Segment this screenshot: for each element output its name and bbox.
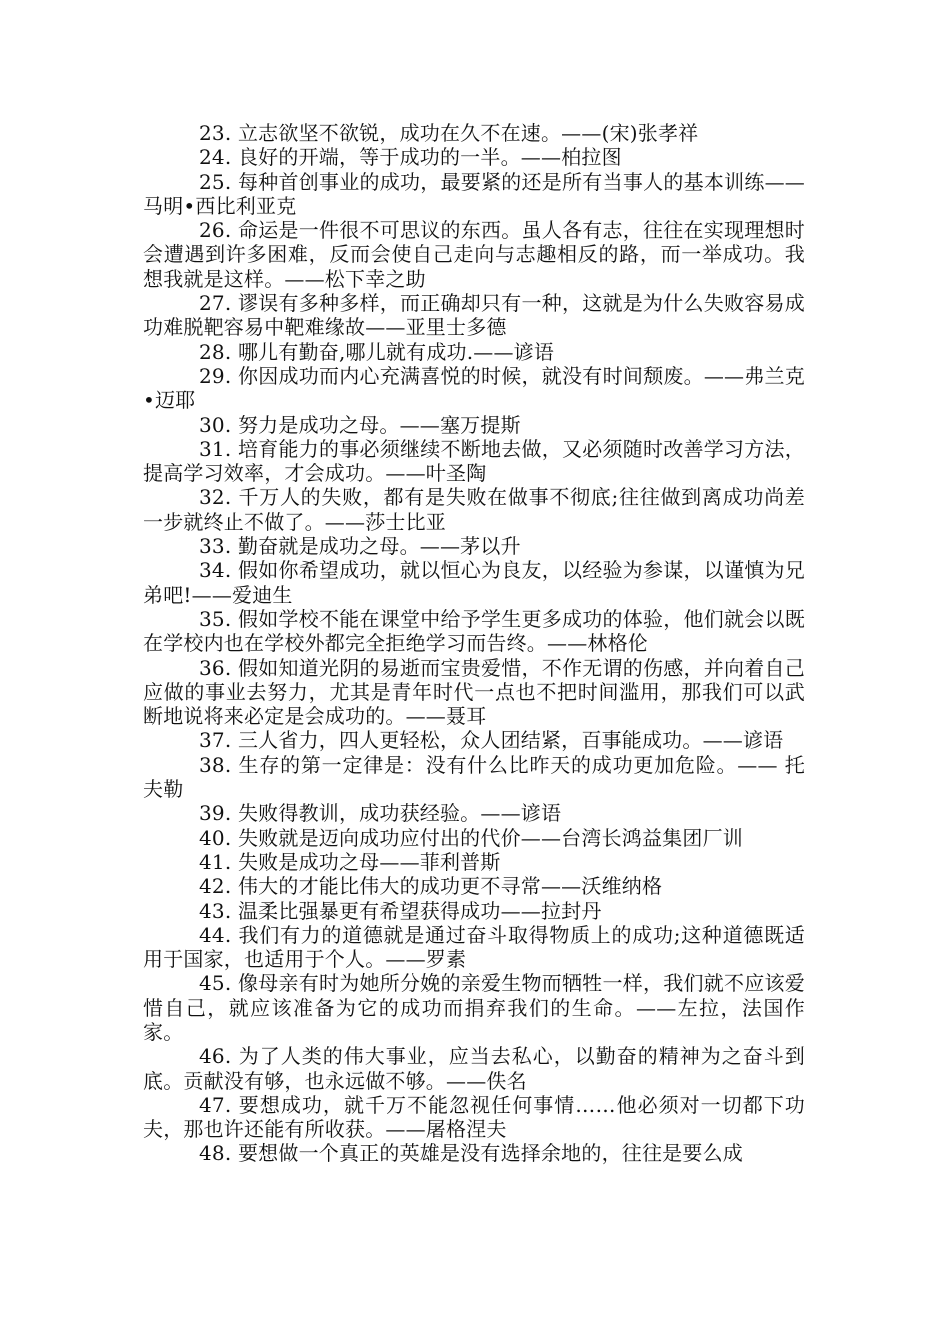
quote-paragraph-39: 39. 失败得教训，成功获经验。——谚语 <box>199 801 562 826</box>
quote-paragraph-41: 41. 失败是成功之母——菲利普斯 <box>199 849 501 874</box>
quote-paragraph-48: 48. 要想做一个真正的英雄是没有选择余地的，往往是要么成 <box>199 1141 743 1166</box>
quote-paragraph-36: 36. 假如知道光阴的易逝而宝贵爱惜，不作无谓的伤感，并向着自己应做的事业去努力，尤其是青年时代一点也不把时间滥用，那我们可以武断地说将来必定是会成功的。——聂耳 <box>143 655 805 729</box>
quote-paragraph-37: 37. 三人省力，四人更轻松，众人团结紧，百事能成功。——谚语 <box>199 728 784 753</box>
quote-paragraph-28: 28. 哪儿有勤奋,哪儿就有成功.——谚语 <box>199 339 555 364</box>
quote-paragraph-47: 47. 要想成功，就千万不能忽视任何事情……他必须对一切都下功夫，那也许还能有所收获。——屠格涅夫 <box>143 1092 805 1142</box>
quote-paragraph-26: 26. 命运是一件很不可思议的东西。虽人各有志，往往在实现理想时会遭遇到许多困难，反而会使自己走向与志趣相反的路，而一举成功。我想我就是这样。——松下幸之助 <box>143 218 805 291</box>
quote-paragraph-32: 32. 千万人的失败，都有是失败在做事不彻底;往往做到离成功尚差一步就终止不做了。——莎士比亚 <box>143 485 805 534</box>
quote-paragraph-25: 25. 每种首创事业的成功，最要紧的还是所有当事人的基本训练——马明•西比利亚克 <box>143 169 805 218</box>
quote-paragraph-34: 34. 假如你希望成功，就以恒心为良友，以经验为参谋，以谨慎为兄弟吧!——爱迪生 <box>143 558 805 607</box>
quote-paragraph-35: 35. 假如学校不能在课堂中给予学生更多成功的体验，他们就会以既在学校内也在学校外都完全拒绝学习而告终。——林格伦 <box>143 606 805 656</box>
quote-paragraph-42: 42. 伟大的才能比伟大的成功更不寻常——沃维纳格 <box>199 874 663 899</box>
quote-paragraph-33: 33. 勤奋就是成功之母。——茅以升 <box>199 534 521 559</box>
quote-paragraph-23: 23. 立志欲坚不欲锐，成功在久不在速。——(宋)张孝祥 <box>199 121 699 145</box>
quote-paragraph-46: 46. 为了人类的伟大事业，应当去私心，以勤奋的精神为之奋斗到底。贡献没有够，也永远做不够。——佚名 <box>143 1044 805 1093</box>
quote-paragraph-29: 29. 你因成功而内心充满喜悦的时候，就没有时间颓废。——弗兰克•迈耶 <box>143 363 805 413</box>
document-body <box>143 121 805 1166</box>
quote-paragraph-43: 43. 温柔比强暴更有希望获得成功——拉封丹 <box>199 898 602 923</box>
quote-paragraph-30: 30. 努力是成功之母。——塞万提斯 <box>199 412 521 437</box>
quote-paragraph-38: 38. 生存的第一定律是：没有什么比昨天的成功更加危险。—— 托夫勒 <box>143 752 805 802</box>
quote-paragraph-31: 31. 培育能力的事必须继续不断地去做，又必须随时改善学习方法，提高学习效率，才会成功。——叶圣陶 <box>143 436 805 486</box>
quote-paragraph-45: 45. 像母亲有时为她所分娩的亲爱生物而牺牲一样，我们就不应该爱惜自己，就应该准备为它的成功而捐弃我们的生命。——左拉，法国作家。 <box>143 971 805 1044</box>
quote-paragraph-27: 27. 谬误有多种多样，而正确却只有一种，这就是为什么失败容易成功难脱靶容易中靶难缘故——亚里士多德 <box>143 291 805 340</box>
quote-paragraph-40: 40. 失败就是迈向成功应付出的代价——台湾长鸿益集团厂训 <box>199 825 743 850</box>
quote-paragraph-24: 24. 良好的开端，等于成功的一半。——柏拉图 <box>199 145 622 170</box>
quote-paragraph-44: 44. 我们有力的道德就是通过奋斗取得物质上的成功;这种道德既适用于国家，也适用于个人。——罗素 <box>143 922 805 972</box>
